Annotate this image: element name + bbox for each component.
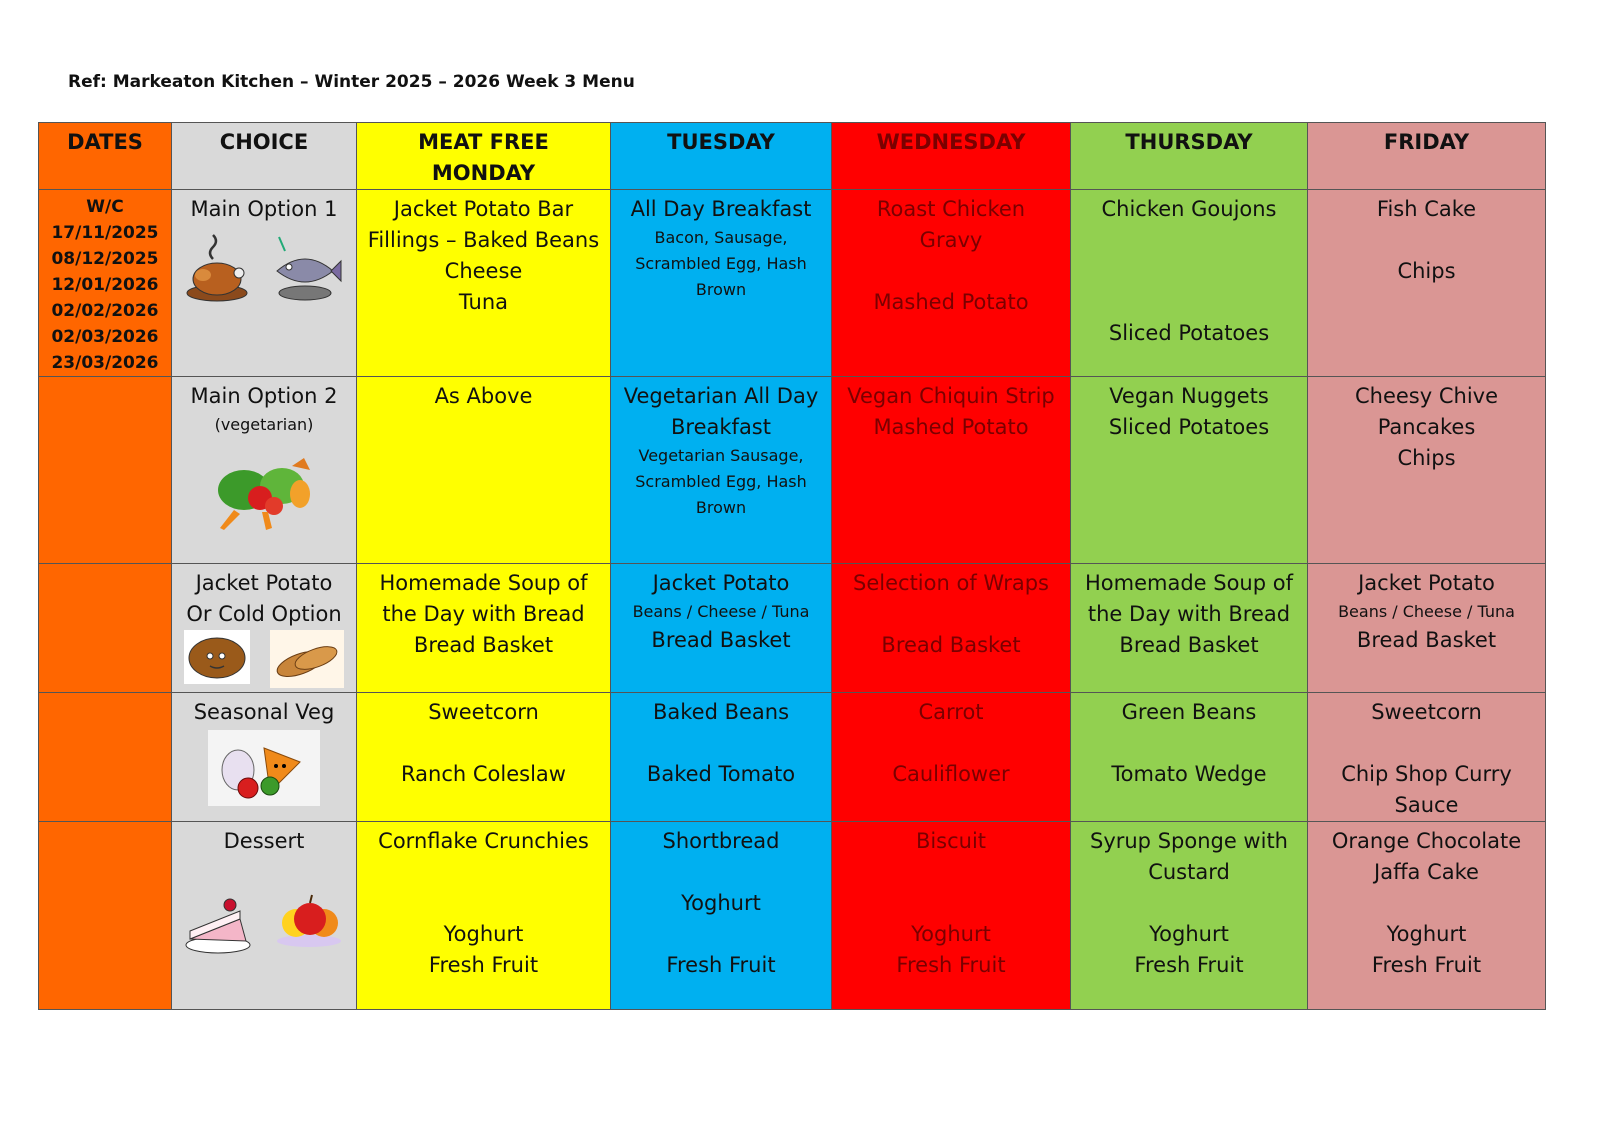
wednesday-seasonal-veg — [832, 693, 1071, 822]
menu-item: Green Beans — [1121, 700, 1257, 724]
menu-item: Fish Cake — [1376, 197, 1477, 221]
thursday-main-option-2 — [1071, 377, 1308, 564]
menu-item: As Above — [434, 384, 533, 408]
menu-item: Homemade Soup of — [379, 571, 588, 595]
friday-jacket-potato — [1308, 564, 1546, 693]
menu-item: Fresh Fruit — [428, 953, 539, 977]
row-seasonal-veg — [39, 693, 1546, 822]
choice-label: Or Cold Option — [186, 602, 342, 626]
monday-main-option-2 — [357, 377, 611, 564]
menu-item: Chicken Goujons — [1101, 197, 1277, 221]
potato-icon — [184, 630, 250, 688]
date-item: 12/01/2026 — [51, 275, 159, 295]
fruit-icon — [274, 889, 344, 955]
tuesday-seasonal-veg — [611, 693, 832, 822]
menu-item-detail: Brown — [695, 498, 747, 517]
choice-label: Main Option 2 — [190, 384, 338, 408]
menu-item: Mashed Potato — [873, 290, 1029, 314]
tuesday-main-option-1 — [611, 190, 832, 377]
menu-item: Yoghurt — [911, 922, 991, 946]
choice-sublabel: (vegetarian) — [214, 415, 314, 434]
menu-item: Jacket Potato — [652, 571, 790, 595]
header-monday-line2: MONDAY — [431, 161, 536, 185]
tuesday-dessert — [611, 822, 832, 1010]
menu-item: Jacket Potato Bar — [393, 197, 574, 221]
menu-item: Roast Chicken — [876, 197, 1026, 221]
menu-item-detail: Vegetarian Sausage, — [638, 446, 804, 465]
vegetables-icon — [204, 446, 324, 532]
menu-item: Tomato Wedge — [1111, 762, 1267, 786]
row-main-option-2 — [39, 377, 1546, 564]
cake-slice-icon — [184, 889, 254, 955]
friday-main-option-1 — [1308, 190, 1546, 377]
date-item: 02/02/2026 — [51, 301, 159, 321]
header-friday: FRIDAY — [1308, 123, 1546, 190]
bread-icon — [270, 630, 344, 688]
menu-item: Custard — [1148, 860, 1230, 884]
vegetables-characters-icon — [208, 730, 320, 806]
header-row — [39, 123, 1546, 190]
menu-item: Bread Basket — [881, 633, 1021, 657]
menu-item: the Day with Bread — [1087, 602, 1291, 626]
thursday-main-option-1 — [1071, 190, 1308, 377]
menu-item-detail: Beans / Cheese / Tuna — [1338, 602, 1515, 621]
menu-item: Sweetcorn — [1371, 700, 1482, 724]
choice-dessert — [172, 822, 357, 1010]
menu-item-detail: Beans / Cheese / Tuna — [632, 602, 810, 621]
menu-item: Sauce — [1394, 793, 1459, 817]
menu-item: Baked Tomato — [646, 762, 796, 786]
menu-item: Sweetcorn — [428, 700, 539, 724]
menu-item: Baked Beans — [652, 700, 790, 724]
friday-dessert — [1308, 822, 1546, 1010]
menu-item-detail: Scrambled Egg, Hash — [635, 472, 807, 491]
thursday-jacket-potato — [1071, 564, 1308, 693]
menu-item: Ranch Coleslaw — [401, 762, 566, 786]
menu-item: Vegan Nuggets — [1109, 384, 1269, 408]
header-monday — [357, 123, 611, 190]
menu-item: Vegetarian All Day — [623, 384, 819, 408]
thursday-seasonal-veg — [1071, 693, 1308, 822]
row-jacket-potato — [39, 564, 1546, 693]
dates-cell-empty — [39, 377, 172, 564]
menu-item: Mashed Potato — [873, 415, 1029, 439]
date-item: 02/03/2026 — [51, 327, 159, 347]
menu-item: Chips — [1397, 446, 1456, 470]
header-choice: CHOICE — [172, 123, 357, 190]
menu-item: Sliced Potatoes — [1108, 415, 1270, 439]
wednesday-main-option-2 — [832, 377, 1071, 564]
choice-seasonal-veg — [172, 693, 357, 822]
menu-item: the Day with Bread — [382, 602, 585, 626]
menu-item: Fresh Fruit — [1371, 953, 1482, 977]
tuesday-main-option-2 — [611, 377, 832, 564]
dates-cell-empty — [39, 822, 172, 1010]
menu-item: Bread Basket — [1119, 633, 1259, 657]
menu-item-detail: Brown — [695, 280, 747, 299]
menu-item: Biscuit — [915, 829, 987, 853]
menu-item: Fillings – Baked Beans — [367, 228, 600, 252]
header-tuesday: TUESDAY — [611, 123, 832, 190]
menu-item: Jacket Potato — [1358, 571, 1495, 595]
fish-icon — [269, 231, 343, 303]
menu-item: Shortbread — [662, 829, 780, 853]
wednesday-jacket-potato — [832, 564, 1071, 693]
menu-item: Chip Shop Curry — [1341, 762, 1512, 786]
menu-item: Cauliflower — [892, 762, 1010, 786]
menu-item: Vegan Chiquin Strip — [847, 384, 1055, 408]
wednesday-main-option-1 — [832, 190, 1071, 377]
choice-label: Jacket Potato — [195, 571, 333, 595]
dates-cell — [39, 190, 172, 377]
choice-jacket-potato — [172, 564, 357, 693]
menu-item: Yoghurt — [443, 922, 524, 946]
monday-main-option-1 — [357, 190, 611, 377]
header-wednesday: WEDNESDAY — [832, 123, 1071, 190]
choice-label: Seasonal Veg — [193, 700, 335, 724]
menu-item: Breakfast — [671, 415, 771, 439]
monday-jacket-potato — [357, 564, 611, 693]
menu-item: Homemade Soup of — [1084, 571, 1293, 595]
menu-item: Jaffa Cake — [1374, 860, 1479, 884]
date-item: 08/12/2025 — [51, 249, 159, 269]
friday-seasonal-veg — [1308, 693, 1546, 822]
menu-item: Chips — [1397, 259, 1456, 283]
tuesday-jacket-potato — [611, 564, 832, 693]
menu-item: Selection of Wraps — [853, 571, 1049, 595]
menu-item-detail: Bacon, Sausage, — [654, 228, 788, 247]
choice-main-option-1 — [172, 190, 357, 377]
choice-label: Main Option 1 — [190, 197, 338, 221]
menu-item: Cornflake Crunchies — [378, 829, 589, 853]
menu-item: Fresh Fruit — [896, 953, 1006, 977]
monday-seasonal-veg — [357, 693, 611, 822]
wednesday-dessert — [832, 822, 1071, 1010]
menu-item: Carrot — [918, 700, 984, 724]
menu-reference-title: Ref: Markeaton Kitchen – Winter 2025 – 2026 Week 3 Menu — [68, 72, 635, 92]
menu-item: Syrup Sponge with — [1089, 829, 1288, 853]
menu-item: Bread Basket — [651, 628, 791, 652]
menu-item: Fresh Fruit — [666, 953, 776, 977]
menu-item: Cheesy Chive — [1354, 384, 1498, 408]
menu-item: Yoghurt — [1386, 922, 1467, 946]
date-item: 17/11/2025 — [51, 223, 159, 243]
choice-label-dessert: Dessert — [223, 829, 305, 853]
header-thursday: THURSDAY — [1071, 123, 1308, 190]
menu-item: Pancakes — [1377, 415, 1476, 439]
choice-main-option-2 — [172, 377, 357, 564]
date-item: 23/03/2026 — [51, 353, 159, 373]
menu-item-detail: Scrambled Egg, Hash — [635, 254, 807, 273]
menu-item: Yoghurt — [681, 891, 761, 915]
menu-item: Tuna — [458, 290, 509, 314]
menu-item: Bread Basket — [1356, 628, 1497, 652]
menu-item: Bread Basket — [413, 633, 554, 657]
menu-item: Sliced Potatoes — [1108, 321, 1270, 345]
menu-item: Fresh Fruit — [1134, 953, 1244, 977]
dates-cell-empty — [39, 564, 172, 693]
menu-item: All Day Breakfast — [630, 197, 812, 221]
monday-dessert — [357, 822, 611, 1010]
menu-item: Yoghurt — [1149, 922, 1229, 946]
thursday-dessert — [1071, 822, 1308, 1010]
menu-item: Gravy — [919, 228, 983, 252]
header-dates: DATES — [39, 123, 172, 190]
row-main-option-1 — [39, 190, 1546, 377]
header-monday-line1: MEAT FREE — [418, 130, 549, 154]
menu-item: Orange Chocolate — [1331, 829, 1522, 853]
dates-cell-empty — [39, 693, 172, 822]
roast-chicken-icon — [185, 231, 249, 303]
menu-table — [38, 122, 1546, 1010]
friday-main-option-2 — [1308, 377, 1546, 564]
menu-item: Cheese — [444, 259, 523, 283]
row-dessert — [39, 822, 1546, 1010]
dates-wc: W/C — [86, 197, 124, 217]
